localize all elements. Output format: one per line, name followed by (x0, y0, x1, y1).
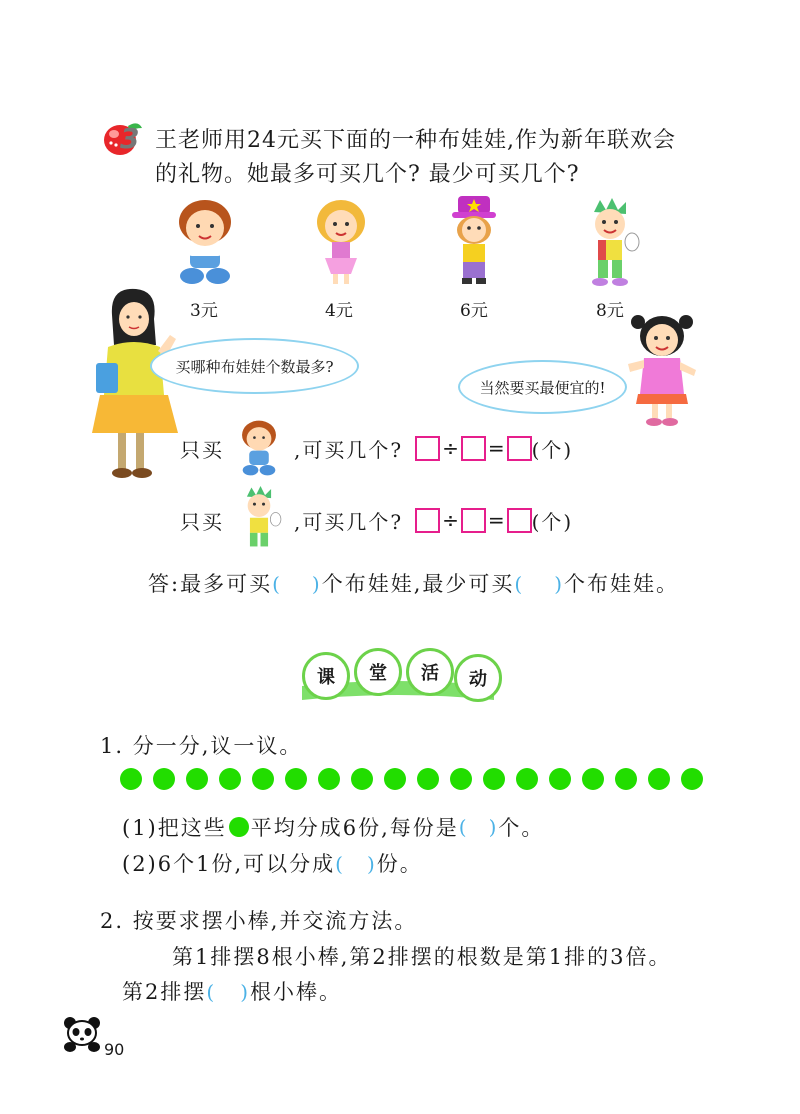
equals-sign: = (487, 436, 505, 460)
answer-box[interactable] (507, 508, 532, 533)
a2-part-b: 根小棒。 (250, 980, 342, 1004)
sub1-part-b: 平均分成6份,每份是 (250, 816, 459, 840)
answer-blank-close: ) (311, 572, 322, 596)
girl-doll-icon (315, 196, 367, 288)
answer-blank-open: ( (514, 572, 525, 596)
page-number: 90 (104, 1040, 125, 1059)
green-dot (285, 768, 307, 790)
answer-part2: 个布娃娃,最少可买 (321, 572, 515, 596)
green-dot (153, 768, 175, 790)
answer-box[interactable] (415, 436, 440, 461)
green-dot (483, 768, 505, 790)
divide-sign: ÷ (442, 436, 459, 460)
teacher-illustration (92, 285, 184, 485)
green-dot (516, 768, 538, 790)
green-dot (219, 768, 241, 790)
green-dot (318, 768, 340, 790)
sub2-part-b: 份。 (376, 852, 423, 876)
activity-char-3: 活 (406, 648, 454, 696)
equation-row-2 (180, 486, 573, 554)
girl-bubble-text: 当然要买最便宜的! (479, 378, 606, 397)
answer-box[interactable] (507, 436, 532, 461)
row1-suffix: ,可买几个? (294, 437, 404, 462)
boy-doll-icon (170, 196, 240, 288)
problem-number-badge (98, 118, 146, 160)
girl-illustration (622, 308, 702, 428)
activity2-title: 2. 按要求摆小棒,并交流方法。 (100, 909, 418, 933)
blank-open: ( (335, 852, 345, 876)
activity2-line-2 (122, 976, 342, 1006)
problem-number: 3 (120, 122, 140, 155)
green-dot (120, 768, 142, 790)
answer-part1: 答:最多可买 (148, 572, 273, 596)
sub1-part-a: (1)把这些 (122, 816, 227, 840)
problem-line-1: 王老师用24元买下面的一种布娃娃,作为新年联欢会 (155, 128, 676, 153)
answer-blank-open: ( (272, 572, 282, 596)
answer-blank-close: ) (554, 572, 565, 596)
green-dot (648, 768, 670, 790)
a2-part-a: 第2排摆 (122, 980, 207, 1004)
blank-close: ) (366, 852, 377, 876)
girl-speech-bubble (458, 360, 627, 414)
green-dot (615, 768, 637, 790)
row2-unit: (个) (531, 509, 574, 534)
answer-part3: 个布娃娃。 (564, 572, 680, 596)
boy-doll-icon (234, 418, 284, 478)
green-dot (582, 768, 604, 790)
blank-open: ( (458, 815, 469, 839)
sub2-part-a: (2)6个1份,可以分成 (122, 852, 336, 876)
answer-box[interactable] (461, 508, 486, 533)
sub1-part-c: 个。 (498, 816, 545, 840)
green-dot (186, 768, 208, 790)
divide-sign: ÷ (442, 508, 459, 532)
problem-line-2: 的礼物。她最多可买几个? 最少可买几个? (155, 162, 580, 187)
green-dot (549, 768, 571, 790)
green-dot (351, 768, 373, 790)
answer-box[interactable] (415, 508, 440, 533)
green-dot-icon (229, 817, 249, 837)
equals-sign: = (487, 508, 505, 532)
activity-char-2: 堂 (354, 648, 402, 696)
answer-box[interactable] (461, 436, 486, 461)
clown-doll-icon (234, 486, 284, 554)
teacher-speech-bubble (150, 338, 359, 394)
green-dot (384, 768, 406, 790)
green-dot (681, 768, 703, 790)
blank-open: ( (206, 980, 217, 1004)
doll-price-4: 8元 (596, 301, 624, 321)
activity1-sub2 (122, 848, 423, 878)
hat-doll-icon (450, 192, 498, 288)
green-dot (252, 768, 274, 790)
green-dot (417, 768, 439, 790)
doll-price-1: 3元 (190, 301, 218, 321)
doll-price-2: 4元 (325, 301, 353, 321)
equation-row-1 (180, 418, 573, 478)
row1-prefix: 只买 (180, 437, 224, 462)
clown-doll-icon (580, 198, 640, 288)
panda-icon (62, 1015, 102, 1055)
answer-line (148, 568, 679, 598)
activity-char-1: 课 (302, 652, 350, 700)
activity-banner (298, 648, 498, 704)
activity-char-4: 动 (454, 654, 502, 702)
activity2-line-1: 第1排摆8根小棒,第2排摆的根数是第1排的3倍。 (172, 945, 672, 969)
green-dot-row (120, 768, 710, 792)
row1-unit: (个) (531, 437, 574, 462)
row2-prefix: 只买 (180, 509, 224, 534)
row2-suffix: ,可买几个? (294, 509, 404, 534)
blank-close: ) (488, 815, 499, 839)
green-dot (450, 768, 472, 790)
activity1-sub1 (122, 812, 544, 842)
activity1-title: 1. 分一分,议一议。 (100, 734, 303, 758)
teacher-bubble-text: 买哪种布娃娃个数最多? (175, 357, 334, 376)
doll-price-3: 6元 (460, 301, 488, 321)
blank-close: ) (240, 980, 250, 1004)
